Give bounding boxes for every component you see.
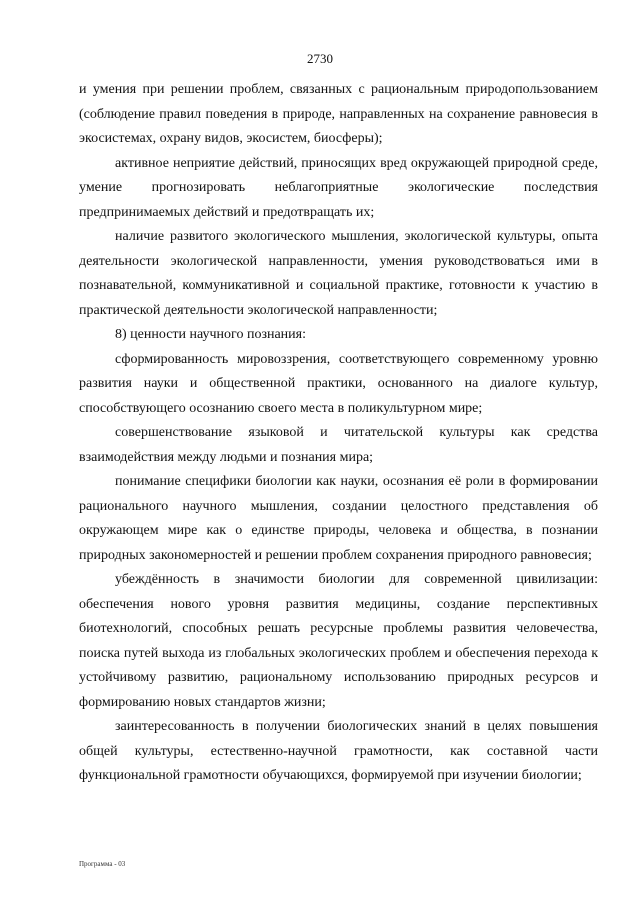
paragraph-language-culture: совершенствование языковой и читательской культуры как средства взаимодействия между людьми и познания мира;: [79, 425, 598, 465]
paragraph-interest-in-knowledge: заинтересованность в получении биологических знаний в целях повышения общей культуры, естественно-научной грамотности, как составной части функциональной грамотности обучающихся, формируемой при изучении биологии;: [79, 719, 598, 783]
footer-program-code: Программа - 03: [79, 860, 126, 868]
paragraph-biology-significance: убеждённость в значимости биологии для современной цивилизации: обеспечения нового уровня развития медицины, создание перспективных биотехнологий, способных решать ресурсные проблемы развития человечества, поиска путей выхода из глобальных экологических проблем и обеспечения перехода к устойчивому развитию, рациональному использованию природных ресурсов и формированию новых стандартов жизни;: [79, 572, 598, 710]
section-heading-scientific-values: 8) ценности научного познания:: [115, 327, 306, 342]
document-body: [79, 78, 598, 789]
paragraph-biology-specifics: понимание специфики биологии как науки, осознания её роли в формировании рационального научного мышления, создании целостного представления об окружающем мире как о единстве природы, человека и общества, в познании природных закономерностей и решении проблем сохранения природного равновесия;: [79, 474, 598, 563]
paragraph-worldview: сформированность мировоззрения, соответствующего современному уровню развития науки и общественной практики, основанного на диалоге культур, способствующего осознанию своего места в поликультурном мире;: [79, 351, 598, 416]
paragraph-ecological-thinking: наличие развитого экологического мышления, экологической культуры, опыта деятельности экологической направленности, умения руководствоваться ими в познавательной, коммуникативной и социальной практике, готовности к участию в практической деятельности экологической направленности;: [79, 229, 598, 318]
paragraph-continuation: и умения при решении проблем, связанных с рациональным природопользованием (соблюдение правил поведения в природе, направленных на сохранение равновесия в экосистемах, охрану видов, экосистем, биосферы);: [79, 82, 598, 146]
page-number: 2730: [307, 51, 333, 66]
paragraph-negative-actions: активное неприятие действий, приносящих вред окружающей природной среде, умение прогнозировать неблагоприятные экологические последствия предпринимаемых действий и предотвращать их;: [79, 155, 598, 220]
